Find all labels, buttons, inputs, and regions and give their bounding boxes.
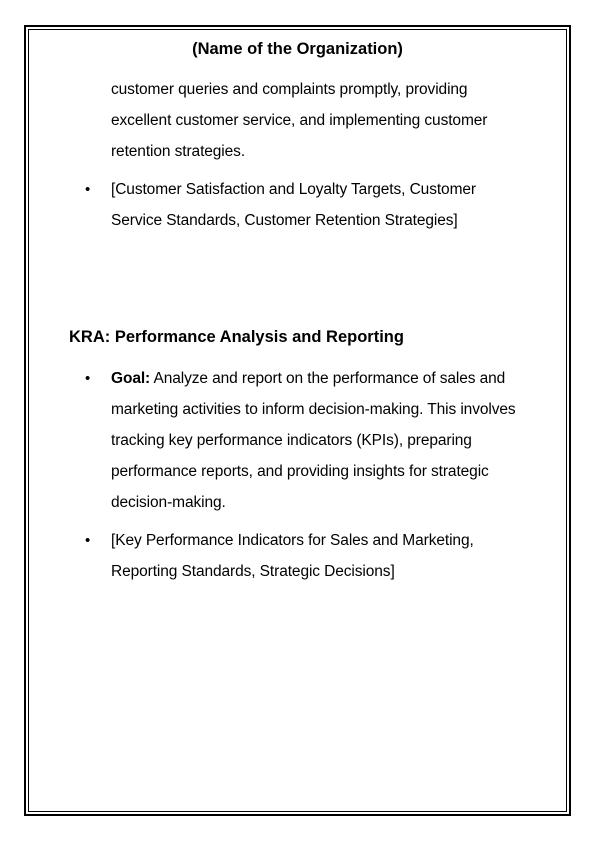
kra-heading: KRA: Performance Analysis and Reporting <box>69 328 404 346</box>
goal-first-line <box>111 363 551 394</box>
bullet-icon: • <box>85 370 91 387</box>
paragraph-line: customer queries and complaints promptly, providing <box>111 81 468 98</box>
goal-line: decision-making. <box>111 494 226 511</box>
goal-line: marketing activities to inform decision-making. This involves <box>111 401 516 418</box>
bullet-item-customer-targets <box>111 174 551 236</box>
bullet-icon: • <box>85 181 91 198</box>
bullet-line: Reporting Standards, Strategic Decisions] <box>111 563 395 580</box>
bullet-icon: • <box>85 532 91 549</box>
goal-text: Analyze and report on the performance of sales and <box>150 370 506 387</box>
organization-title: (Name of the Organization) <box>192 40 403 58</box>
goal-line: performance reports, and providing insights for strategic <box>111 463 489 480</box>
bullet-line: [Customer Satisfaction and Loyalty Targets, Customer <box>111 181 476 198</box>
goal-label: Goal: <box>111 370 151 387</box>
paragraph-line: retention strategies. <box>111 143 246 160</box>
bullet-line: [Key Performance Indicators for Sales and Marketing, <box>111 532 474 549</box>
goal-line: tracking key performance indicators (KPIs), preparing <box>111 432 472 449</box>
bullet-item-kpi-standards <box>111 525 551 587</box>
continuation-paragraph <box>111 74 551 167</box>
goal-paragraph <box>111 363 551 518</box>
bullet-line: Service Standards, Customer Retention Strategies] <box>111 212 458 229</box>
paragraph-line: excellent customer service, and implementing customer <box>111 112 488 129</box>
